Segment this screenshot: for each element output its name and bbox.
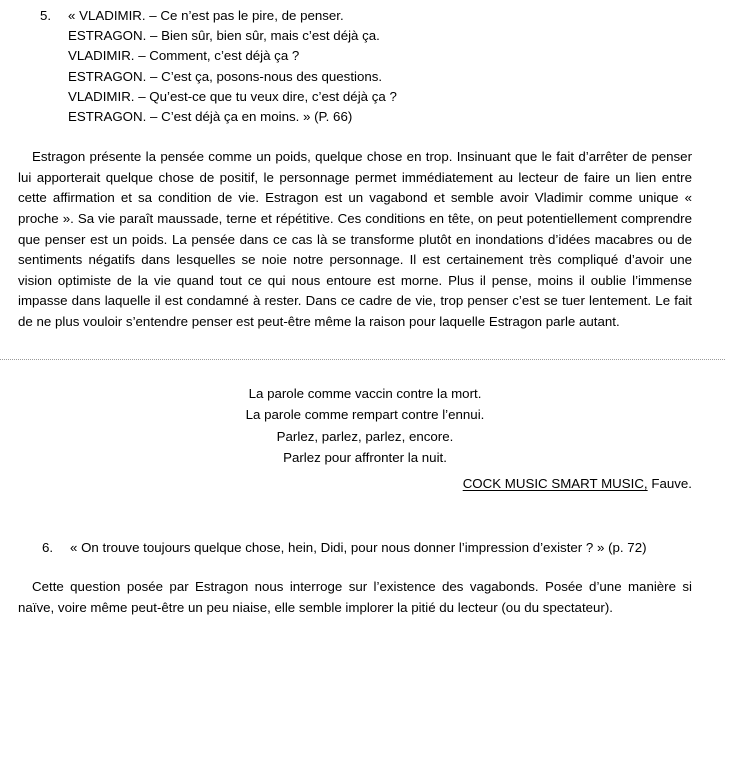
analysis-paragraph-cette: Cette question posée par Estragon nous interroge sur l’existence des vagabonds. Posée d’une manière si naïve, voire même peut-être un peu niaise, elle semble implorer la pitié du lecteur (ou du spectateur). — [18, 579, 692, 615]
quote-6-body: « On trouve toujours quelque chose, hein, Didi, pour nous donner l’impression d’exister ? » (p. 72) — [70, 540, 647, 556]
poem-line: La parole comme rempart contre l’ennui. — [245, 407, 485, 423]
poem-attribution — [0, 469, 730, 495]
list-marker-5: 5. — [40, 8, 52, 23]
attribution-artist: Fauve. — [647, 475, 692, 491]
numbered-quote-5 — [0, 0, 730, 127]
poem-line: Parlez pour affronter la nuit. — [283, 450, 447, 466]
separator-wrapper — [0, 333, 730, 361]
epigraph-poem — [0, 361, 730, 469]
list-marker-6: 6. — [42, 540, 54, 556]
quote-line: VLADIMIR. – Qu’est-ce que tu veux dire, c’est déjà ça ? — [68, 88, 397, 104]
quote-line: VLADIMIR. – Comment, c’est déjà ça ? — [68, 48, 300, 64]
quote-5-body — [68, 6, 730, 127]
poem-line: Parlez, parlez, parlez, encore. — [276, 428, 454, 444]
analysis-paragraph-estragon: Estragon présente la pensée comme un poids, quelque chose en trop. Insinuant que le fait d’arrêter de penser lui apporterait quelque chose de positif, le personnage permet immédiatement au lecteur de faire un lien entre cette affirmation et sa condition de vie. Estragon est un vagabond et semble avoir Vladimir comme unique « proche ». Sa vie paraît maussade, terne et répétitive. Ces conditions en tête, on peut potentiellement comprendre que penser est un poids. La pensée dans ce cas là se transforme plutôt en inondations d’idées macabres ou de sentiments négatifs dans lesquelles se noie notre personnage. Il est certainement très compliqué d’avoir une vision optimiste de la vie quand tout ce qui nous entoure est morne. Plus il pense, moins il oublie l’immense impasse dans laquelle il est condamné à rester. Dans ce cadre de vie, trop penser c’est se tuer lentement. Le fait de ne plus vouloir s’entendre penser est peut-être même la raison pour laquelle Estragon parle autant. — [18, 149, 692, 329]
numbered-quote-6 — [0, 494, 730, 558]
quote-line: ESTRAGON. – C’est déjà ça en moins. » (P. 66) — [68, 109, 353, 125]
quote-line: ESTRAGON. – Bien sûr, bien sûr, mais c’est déjà ça. — [68, 28, 380, 44]
quote-line: « VLADIMIR. – Ce n’est pas le pire, de penser. — [68, 8, 344, 23]
attribution-work-title: COCK MUSIC SMART MUSIC, — [462, 475, 648, 491]
quote-line: ESTRAGON. – C’est ça, posons-nous des questions. — [68, 68, 383, 84]
poem-line: La parole comme vaccin contre la mort. — [248, 385, 482, 401]
